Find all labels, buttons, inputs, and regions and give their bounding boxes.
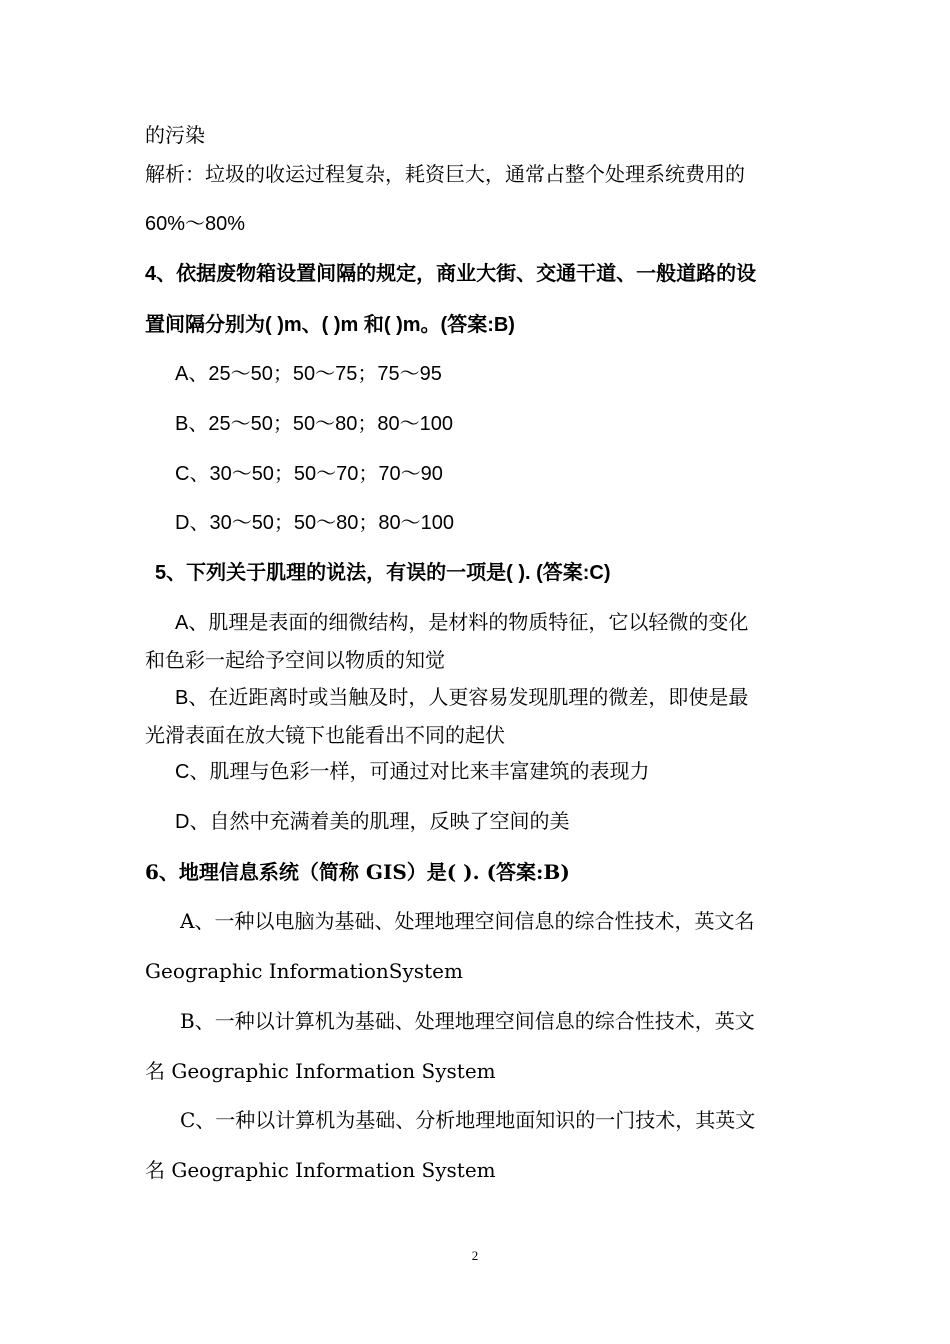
option-a-cont: 和色彩一起给予空间以物质的知觉 — [145, 648, 445, 672]
option-b-cont: 光滑表面在放大镜下也能看出不同的起伏 — [145, 723, 505, 747]
option-b: B、一种以计算机为基础、处理地理空间信息的综合性技术，英文 — [180, 1009, 755, 1033]
question-5: 5、下列关于肌理的说法，有误的一项是( ). (答案:C) — [155, 562, 611, 584]
analysis-line: 解析：垃圾的收运过程复杂，耗资巨大，通常占整个处理系统费用的 — [145, 162, 745, 186]
option-b-cont: 名 Geographic Information System — [145, 1059, 496, 1083]
option-c: C、肌理与色彩一样，可通过对比来丰富建筑的表现力 — [175, 761, 650, 783]
question-6: 6、地理信息系统（简称 GIS）是( ). (答案:B) — [145, 860, 570, 884]
option-c-cont: 名 Geographic Information System — [145, 1158, 496, 1182]
option-c: C、30～50；50～70；70～90 — [175, 463, 443, 485]
option-c: C、一种以计算机为基础、分析地理地面知识的一门技术，其英文 — [180, 1108, 756, 1132]
text-line: 的污染 — [145, 123, 205, 147]
question-4: 4、依据废物箱设置间隔的规定，商业大街、交通干道、一般道路的设 — [145, 263, 757, 285]
option-d: D、自然中充满着美的肌理，反映了空间的美 — [175, 811, 570, 833]
option-a-cont: Geographic InformationSystem — [145, 959, 463, 983]
option-a: A、一种以电脑为基础、处理地理空间信息的综合性技术，英文名 — [180, 909, 755, 933]
option-a: A、25～50；50～75；75～95 — [175, 363, 442, 385]
question-4-cont: 置间隔分别为( )m、( )m 和( )m。(答案:B) — [145, 314, 515, 336]
page-number: 2 — [471, 1248, 479, 1263]
option-b: B、在近距离时或当触及时，人更容易发现肌理的微差，即使是最 — [175, 687, 749, 709]
text-line: 60%～80% — [145, 213, 246, 235]
option-d: D、30～50；50～80；80～100 — [175, 512, 455, 534]
option-a: A、肌理是表面的细微结构，是材料的物质特征，它以轻微的变化 — [175, 612, 749, 634]
option-b: B、25～50；50～80；80～100 — [175, 413, 453, 435]
